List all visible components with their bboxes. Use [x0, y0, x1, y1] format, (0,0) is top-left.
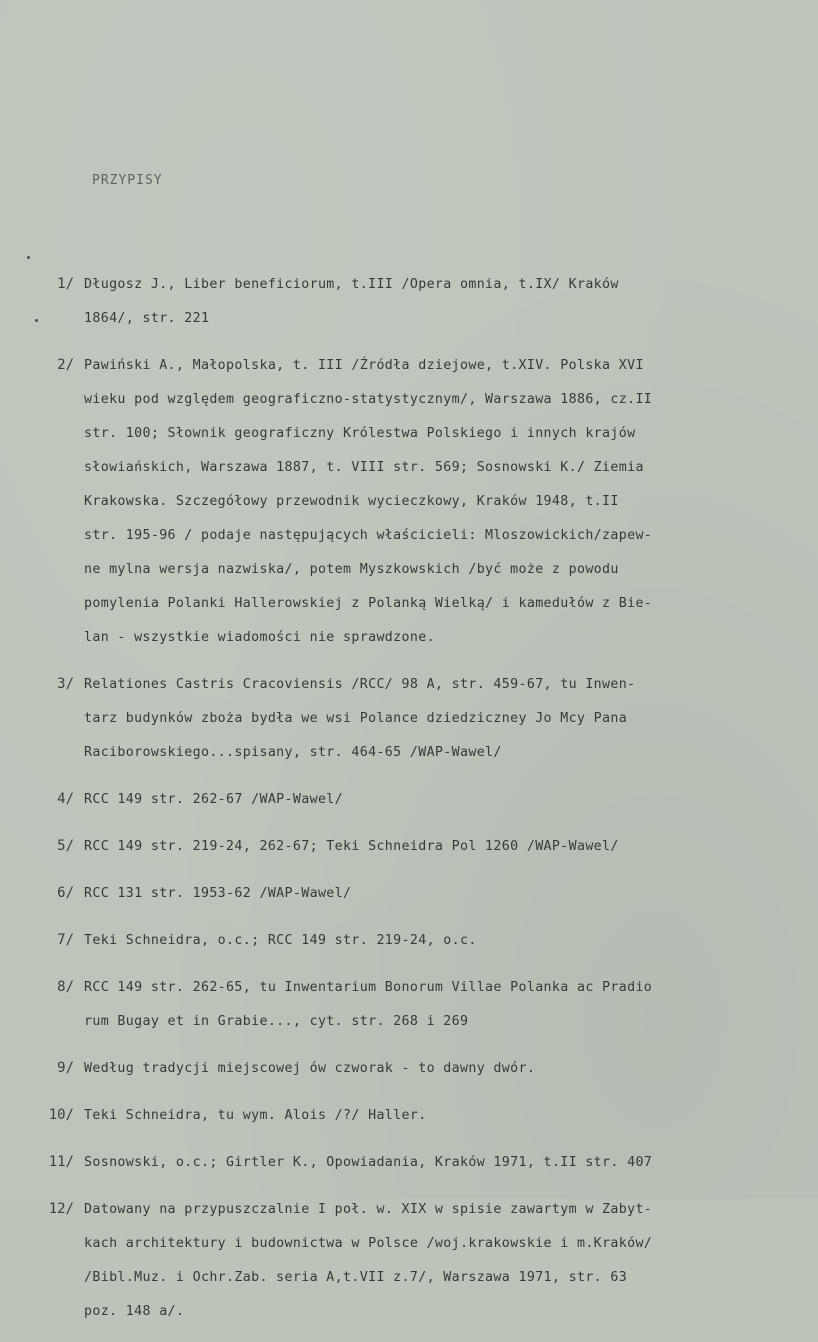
footnote-line: rum Bugay et in Grabie..., cyt. str. 268 i 269	[84, 1014, 469, 1029]
footnote	[0, 830, 818, 864]
footnote-line: pomylenia Polanki Hallerowskiej z Polanką Wielką/ i kamedułów z Bie-	[84, 596, 653, 611]
footnote-line: Długosz J., Liber beneficiorum, t.III /Opera omnia, t.IX/ Kraków	[84, 277, 619, 292]
footnote-text	[84, 924, 808, 958]
footnote-line: Teki Schneidra, o.c.; RCC 149 str. 219-24, o.c.	[84, 933, 477, 948]
footnote	[0, 1146, 818, 1180]
footnote	[0, 349, 818, 655]
footnote-line: ne mylna wersja nazwiska/, potem Myszkowskich /być może z powodu	[84, 562, 619, 577]
footnote	[0, 1099, 818, 1133]
footnote-line: /Bibl.Muz. i Ochr.Zab. seria A,t.VII z.7/, Warszawa 1971, str. 63	[84, 1270, 628, 1285]
footnote-line: RCC 149 str. 219-24, 262-67; Teki Schneidra Pol 1260 /WAP-Wawel/	[84, 839, 619, 854]
footnote-line: lan - wszystkie wiadomości nie sprawdzone.	[84, 630, 435, 645]
footnote	[0, 971, 818, 1039]
footnote-line: wieku pod względem geograficzno-statystycznym/, Warszawa 1886, cz.II	[84, 392, 653, 407]
footnotes-list	[0, 268, 818, 1342]
footnote-text	[84, 877, 808, 911]
footnote-text	[84, 1052, 808, 1086]
footnote-number: 9/	[57, 1060, 74, 1076]
footnote-line: Sosnowski, o.c.; Girtler K., Opowiadania, Kraków 1971, t.II str. 407	[84, 1155, 653, 1170]
footnote-number: 1/	[57, 276, 74, 292]
footnote-number: 8/	[57, 979, 74, 995]
footnote-text	[84, 971, 808, 1039]
footnote-text	[84, 268, 808, 336]
footnote-line: RCC 149 str. 262-67 /WAP-Wawel/	[84, 792, 344, 807]
footnote-line: Pawiński A., Małopolska, t. III /Źródła dziejowe, t.XIV. Polska XVI	[84, 358, 644, 373]
footnote-text	[84, 1193, 808, 1329]
footnote-line: Raciborowskiego...spisany, str. 464-65 /WAP-Wawel/	[84, 745, 502, 760]
page-heading: PRZYPISY	[92, 173, 163, 188]
footnote-number: 12/	[48, 1201, 74, 1217]
footnote-line: RCC 131 str. 1953-62 /WAP-Wawel/	[84, 886, 352, 901]
footnote-number: 6/	[57, 885, 74, 901]
footnote-number: 5/	[57, 838, 74, 854]
margin-dot	[27, 256, 30, 259]
footnote-text	[84, 1146, 808, 1180]
footnote-text	[84, 668, 808, 770]
footnote-line: Datowany na przypuszczalnie I poł. w. XIX w spisie zawartym w Zabyt-	[84, 1202, 653, 1217]
footnote-line: str. 100; Słownik geograficzny Królestwa Polskiego i innych krajów	[84, 426, 636, 441]
footnote-text	[84, 349, 808, 655]
footnote-number: 11/	[48, 1154, 74, 1170]
footnote	[0, 1193, 818, 1329]
footnote-line: Teki Schneidra, tu wym. Alois /?/ Haller.	[84, 1108, 427, 1123]
footnote-number: 4/	[57, 791, 74, 807]
footnote-line: tarz budynków zboża bydła we wsi Polance dziedziczney Jo Mcy Pana	[84, 711, 628, 726]
footnote-line: kach architektury i budownictwa w Polsce /woj.krakowskie i m.Kraków/	[84, 1236, 653, 1251]
footnote-line: str. 195-96 / podaje następujących właścicieli: Mloszowickich/zapew-	[84, 528, 653, 543]
footnote-line: RCC 149 str. 262-65, tu Inwentarium Bonorum Villae Polanka ac Pradio	[84, 980, 653, 995]
footnote-number: 2/	[57, 357, 74, 373]
footnote-text	[84, 783, 808, 817]
footnote-text	[84, 830, 808, 864]
footnote-line: Relationes Castris Cracoviensis /RCC/ 98 A, str. 459-67, tu Inwen-	[84, 677, 636, 692]
footnote	[0, 268, 818, 336]
footnote-number: 7/	[57, 932, 74, 948]
footnote	[0, 668, 818, 770]
footnote-line: 1864/, str. 221	[84, 311, 210, 326]
footnote	[0, 783, 818, 817]
footnote-line: poz. 148 a/.	[84, 1304, 185, 1319]
footnote-number: 10/	[48, 1107, 74, 1123]
footnote-line: Według tradycji miejscowej ów czworak - to dawny dwór.	[84, 1061, 536, 1076]
footnote	[0, 924, 818, 958]
footnote	[0, 1052, 818, 1086]
footnote-line: słowiańskich, Warszawa 1887, t. VIII str. 569; Sosnowski K./ Ziemia	[84, 460, 644, 475]
footnote-line: Krakowska. Szczegółowy przewodnik wycieczkowy, Kraków 1948, t.II	[84, 494, 619, 509]
footnote	[0, 877, 818, 911]
footnote-text	[84, 1099, 808, 1133]
footnote-number: 3/	[57, 676, 74, 692]
